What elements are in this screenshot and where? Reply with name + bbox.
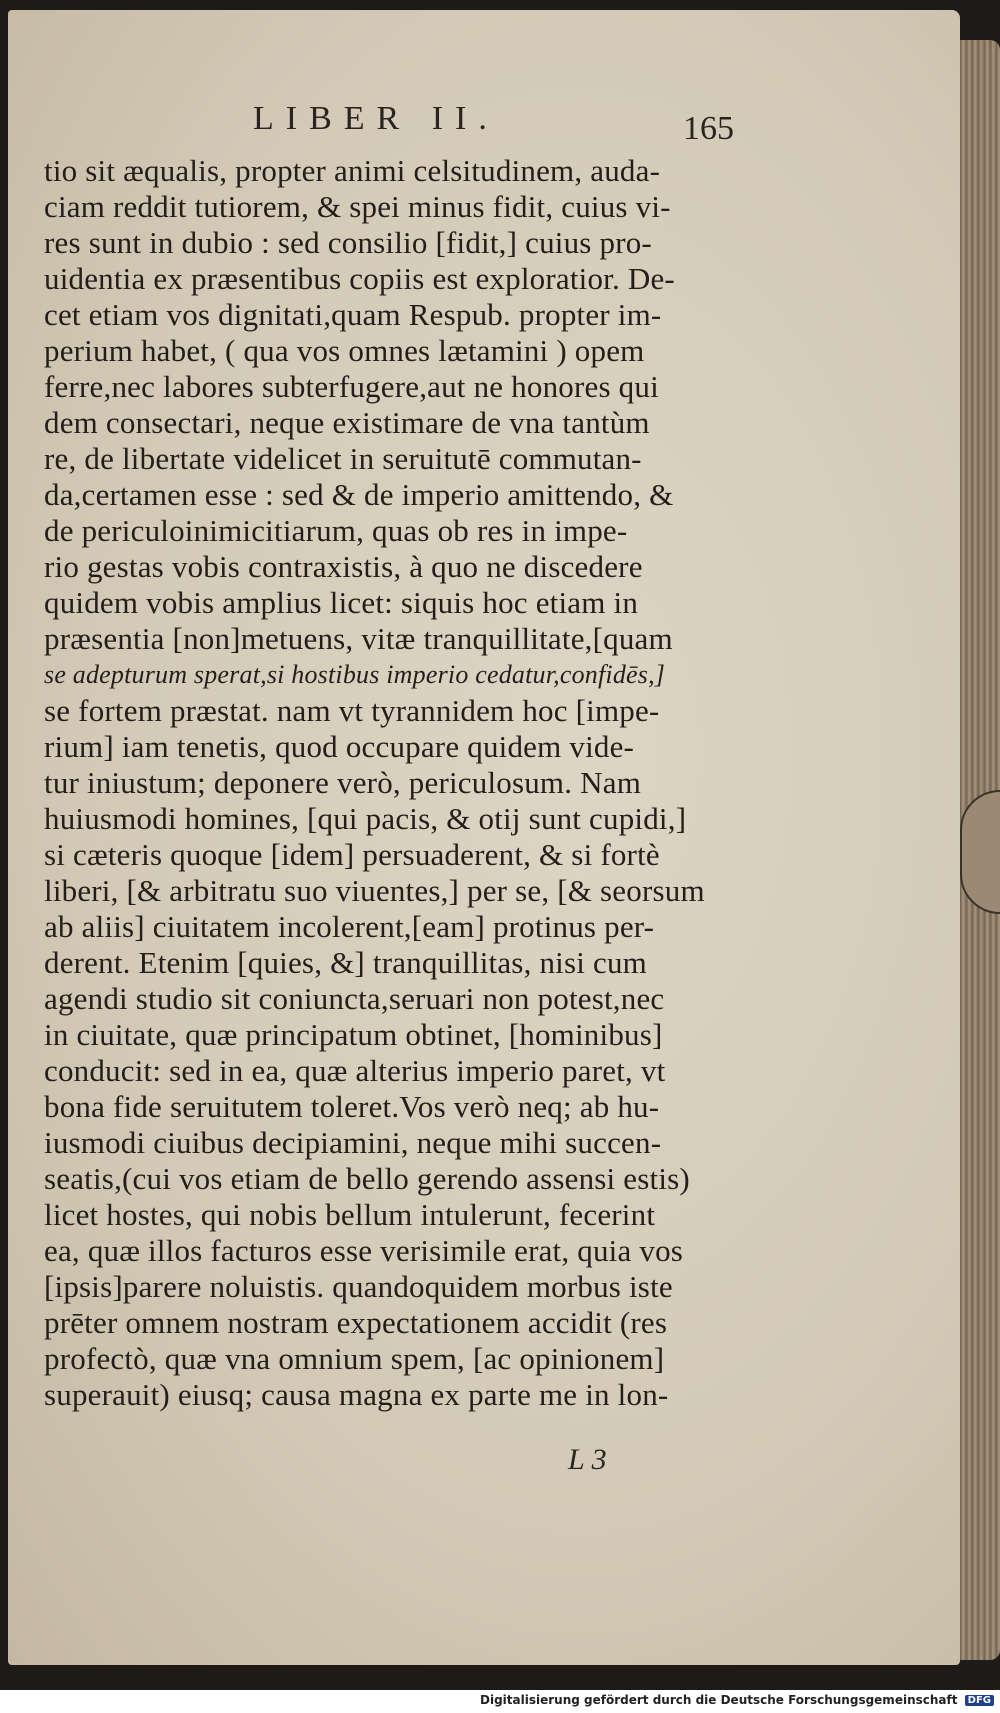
text-line: derent. Etenim [quies, &] tranquillitas, nisi cum <box>44 945 647 980</box>
text-line: licet hostes, qui nobis bellum intulerunt, fecerint <box>44 1197 656 1232</box>
credit-text: Digitalisierung gefördert durch die Deutsche Forschungsgemeinschaft <box>480 1693 958 1707</box>
text-line: ea, quæ illos facturos esse verisimile erat, quia vos <box>44 1233 684 1268</box>
page-number: 165 <box>683 110 734 147</box>
text-line: profectò, quæ vna omnium spem, [ac opinionem] <box>44 1341 665 1376</box>
text-line: perium habet, ( qua vos omnes lætamini ) opem <box>44 333 645 368</box>
text-line: uidentia ex præsentibus copiis est exploratior. De- <box>44 261 675 296</box>
text-line: seatis,(cui vos etiam de bello gerendo assensi estis) <box>44 1161 690 1196</box>
text-line: in ciuitate, quæ principatum obtinet, [hominibus] <box>44 1017 663 1052</box>
digitization-credit <box>480 1693 994 1707</box>
text-line: cet etiam vos dignitati,quam Respub. propter im- <box>44 297 662 332</box>
text-line: conducit: sed in ea, quæ alterius imperio paret, vt <box>44 1053 666 1088</box>
text-line: rium] iam tenetis, quod occupare quidem vide- <box>44 729 635 764</box>
text-line: se fortem præstat. nam vt tyrannidem hoc [impe- <box>44 693 660 728</box>
text-line: huiusmodi homines, [qui pacis, & otij sunt cupidi,] <box>44 801 687 836</box>
book-page <box>8 10 960 1665</box>
text-line: tur iniustum; deponere verò, periculosum. Nam <box>44 765 642 800</box>
text-line: tio sit æqualis, propter animi celsitudinem, auda- <box>44 153 661 188</box>
text-line: si cæteris quoque [idem] persuaderent, & si fortè <box>44 837 660 872</box>
text-line: re, de libertate videlicet in seruitutē commutan- <box>44 441 642 476</box>
text-line: se adepturum sperat,si hostibus imperio cedatur,confidēs,] <box>44 660 666 689</box>
text-line: prēter omnem nostram expectationem accidit (res <box>44 1305 668 1340</box>
text-line: iusmodi ciuibus decipiamini, neque mihi succen- <box>44 1125 662 1160</box>
text-line: ferre,nec labores subterfugere,aut ne honores qui <box>44 369 659 404</box>
text-line: agendi studio sit coniuncta,seruari non potest,nec <box>44 981 665 1016</box>
text-line: ciam reddit tutiorem, & spei minus fidit, cuius vi- <box>44 189 671 224</box>
text-line: liberi, [& arbitratu suo viuentes,] per se, [& seorsum <box>44 873 705 908</box>
text-line: bona fide seruitutem toleret.Vos verò neq; ab hu- <box>44 1089 660 1124</box>
text-block <box>44 153 764 1413</box>
text-line: res sunt in dubio : sed consilio [fidit,] cuius pro- <box>44 225 652 260</box>
page-edge-tab <box>960 790 1000 914</box>
text-line: dem consectari, neque existimare de vna tantùm <box>44 405 650 440</box>
text-line: da,certamen esse : sed & de imperio amittendo, & <box>44 477 674 512</box>
dfg-logo-icon: DFG <box>965 1695 994 1706</box>
text-line: superauit) eiusq; causa magna ex parte me in lon- <box>44 1377 669 1412</box>
text-line: ab aliis] ciuitatem incolerent,[eam] protinus per- <box>44 909 655 944</box>
text-line: quidem vobis amplius licet: siquis hoc etiam in <box>44 585 639 620</box>
signature-mark: L 3 <box>568 1443 607 1476</box>
text-line: præsentia [non]metuens, vitæ tranquillitate,[quam <box>44 621 673 656</box>
running-head: LIBER II. <box>253 100 499 137</box>
text-line: rio gestas vobis contraxistis, à quo ne discedere <box>44 549 643 584</box>
text-line: [ipsis]parere noluistis. quandoquidem morbus iste <box>44 1269 673 1304</box>
text-line: de periculoinimicitiarum, quas ob res in impe- <box>44 513 628 548</box>
